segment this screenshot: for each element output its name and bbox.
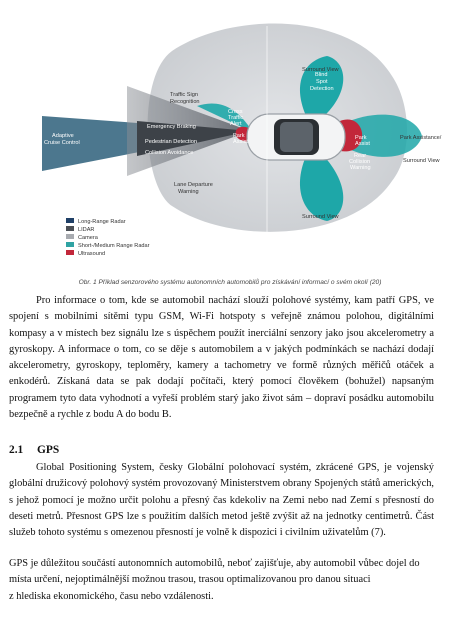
label-surround-top: Surround View — [302, 67, 339, 73]
legend-item — [66, 226, 94, 233]
label-rear-2: Collision — [349, 159, 371, 165]
label-cross-1: Cross — [228, 109, 243, 115]
paragraph-line: z hlediska ekonomického, času nebo vzdálenosti. — [9, 590, 214, 602]
label-rearpark-2: Assist — [355, 141, 370, 147]
legend-item — [66, 242, 150, 249]
legend — [66, 218, 150, 257]
label-adaptive-1: Adaptive — [52, 133, 74, 139]
label-lane-2: Warning — [178, 189, 199, 195]
label-rear-3: Warning — [350, 165, 371, 171]
label-pedestrian: Pedestrian Detection — [145, 139, 197, 145]
sensor-diagram — [22, 6, 442, 276]
paragraph-gps-importance — [9, 556, 434, 605]
label-traffic-sign-1: Traffic Sign — [170, 92, 198, 98]
svg-text:Long-Range Radar: Long-Range Radar — [78, 219, 126, 225]
label-blind-3: Detection — [310, 86, 334, 92]
paragraph-line: GPS je důležitou součástí autonomních automobilů, neboť zajišťuje, aby automobil vůbec dojel do místa určení, nejoptimálnější možnou trasou, trasou optimalizovanou pro danou situaci — [9, 558, 420, 586]
label-lane-1: Lane Departure — [174, 182, 213, 188]
svg-text:Ultrasound: Ultrasound — [78, 251, 106, 257]
label-collision: Collision Avoidance — [145, 150, 194, 156]
label-cross-2: Traffic — [228, 115, 244, 121]
car — [247, 114, 345, 160]
svg-text:LIDAR: LIDAR — [78, 227, 95, 233]
figure-caption: Obr. 1 Příklad senzorového systému autonomních automobilů pro získávání informací o svém okolí (20) — [78, 279, 382, 286]
paragraph-gps-definition: Global Positioning System, česky Globální polohovací systém, zkrácené GPS, je vojenský globální družicový polohový systém provozovaný Ministerstvem obrany Spojených států amerických, s jehož pomocí je možno určit polohu a přesný čas kdekoliv na Zemi nebo nad Zemí s přesností do deseti metrů. Přesnost GPS lze s použitím dalších metod ještě zvýšit až na jednotky centimetrů. Část služeb tohoto systému s omezenou přesností je volně k dispozici i civilním uživatelům (7). — [9, 462, 434, 539]
label-rear-1: Rear — [354, 153, 367, 159]
paragraph-positioning: Pro informace o tom, kde se automobil nachází slouží polohové systémy, kam patří GPS, ve spojení s mobilními sítěmi typu GSM, Wi-Fi hotspoty s veřejně známou polohou, digitálními kompasy a v místech bez signálu lze s úspěchem použít inerciální senzory jako jsou akcelerometry a gyroskopy. A informace o tom, co se děje s automobilem a v jakých podmínkách se nachází dodají akcelerometry, gyroskopy, teploměry, kamery a tachometry ve formě různých měřičů otáček a enkodérů. Získaná data se pak dodají počítači, který pomocí člověkem (bohužel) napsaným programem tyto data vyhodnotí a vyřeší problém starý jako život sám – dopraví posádku automobilu bezpečně a rychle z bodu A do bodu B. — [9, 295, 434, 421]
legend-item — [66, 234, 99, 241]
label-emergency: Emergency Braking — [147, 124, 196, 130]
label-park-assistance: Park Assistance/ — [400, 135, 442, 141]
sensor-figure — [22, 6, 442, 276]
label-surround-bottom: Surround View — [302, 214, 339, 220]
label-traffic-sign-2: Recognition — [170, 99, 200, 105]
label-rearpark-1: Park — [355, 135, 367, 141]
legend-item — [66, 250, 105, 257]
section-heading — [9, 444, 59, 456]
label-adaptive-2: Cruise Control — [44, 140, 80, 146]
label-park-2: Assist — [233, 139, 248, 145]
section-number: 2.1 — [9, 444, 24, 456]
svg-text:Camera: Camera — [78, 235, 98, 241]
legend-item — [66, 218, 126, 225]
svg-text:Short-/Medium Range Radar: Short-/Medium Range Radar — [78, 243, 150, 249]
label-park-1: Park — [233, 133, 245, 139]
label-blind-1: Blind — [315, 72, 328, 78]
label-surround-right: Surround View — [403, 158, 440, 164]
section-title: GPS — [37, 444, 60, 456]
label-blind-2: Spot — [316, 79, 328, 85]
label-cross-3: Alert — [230, 121, 242, 127]
